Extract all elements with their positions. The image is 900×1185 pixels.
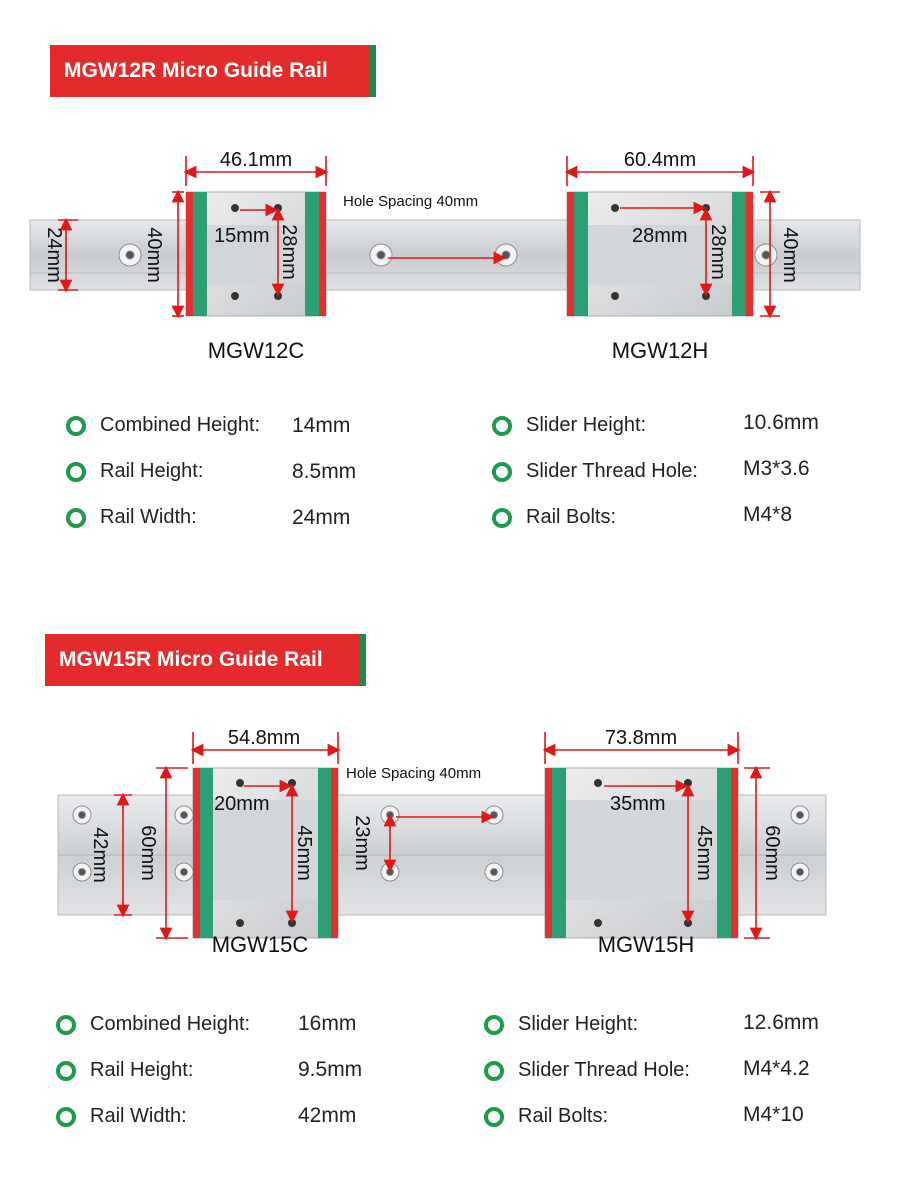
model-mgw15c: MGW15C	[211, 932, 309, 957]
section-2-title-banner: MGW15R Micro Guide Rail	[45, 634, 360, 686]
spec-slider-thread-hole-value: M3*3.6	[743, 457, 810, 480]
model-mgw12h: MGW12H	[611, 338, 709, 363]
spec-rail-bolts-value: M4*10	[743, 1103, 804, 1126]
spec-slider-height: Slider Height:	[492, 414, 646, 437]
spec-rail-height: Rail Height:	[66, 460, 203, 483]
bullet-icon	[66, 508, 86, 528]
spec-slider-height-value: 12.6mm	[743, 1011, 819, 1034]
rail-hole	[791, 806, 809, 824]
dim-h-hole-x: 35mm	[610, 793, 666, 815]
model-mgw12c: MGW12C	[207, 338, 305, 363]
dim-c-hole-x: 20mm	[214, 793, 270, 815]
rail-hole	[370, 244, 392, 266]
bullet-icon	[56, 1061, 76, 1081]
mgw12-diagram	[0, 130, 900, 510]
rail-hole	[485, 863, 503, 881]
dim-c-hole-y: 45mm	[293, 825, 315, 881]
rail-hole	[495, 244, 517, 266]
dim-c-block-height: 40mm	[143, 227, 165, 283]
spec-combined-height-value: 16mm	[298, 1012, 357, 1035]
bullet-icon	[492, 462, 512, 482]
spec-slider-thread-hole-value: M4*4.2	[743, 1057, 810, 1080]
spec-rail-bolts: Rail Bolts:	[492, 506, 616, 529]
hole-spacing-label: Hole Spacing 40mm	[343, 193, 479, 210]
dim-rail-height: 42mm	[89, 827, 111, 883]
dim-h-hole-y: 45mm	[693, 825, 715, 881]
bullet-icon	[492, 508, 512, 528]
spec-rail-width-value: 42mm	[298, 1104, 357, 1127]
spec-combined-height: Combined Height:	[66, 414, 260, 437]
rail-hole	[755, 244, 777, 266]
spec-slider-thread-hole: Slider Thread Hole:	[492, 460, 698, 483]
bullet-icon	[66, 462, 86, 482]
spec-rail-height: Rail Height:	[56, 1059, 193, 1082]
spec-slider-height: Slider Height:	[484, 1013, 638, 1036]
rail-hole	[791, 863, 809, 881]
spec-rail-height-value: 8.5mm	[292, 460, 357, 483]
rail-hole	[73, 806, 91, 824]
bullet-icon	[484, 1015, 504, 1035]
spec-rail-width: Rail Width:	[56, 1105, 187, 1128]
dim-c-width: 54.8mm	[227, 727, 301, 749]
dim-rail-height: 24mm	[43, 227, 65, 283]
spec-rail-bolts-value: M4*8	[743, 503, 793, 526]
spec-rail-bolts: Rail Bolts:	[484, 1105, 608, 1128]
spec-combined-height-value: 14mm	[292, 414, 351, 437]
dim-h-width: 73.8mm	[604, 727, 678, 749]
dim-h-width: 60.4mm	[623, 149, 697, 171]
bullet-icon	[66, 416, 86, 436]
bullet-icon	[484, 1107, 504, 1127]
mgw15-diagram	[0, 720, 900, 1010]
rail-hole	[485, 806, 503, 824]
model-mgw15h: MGW15H	[597, 932, 695, 957]
spec-rail-height-value: 9.5mm	[298, 1058, 363, 1081]
bullet-icon	[484, 1061, 504, 1081]
rail-hole	[73, 863, 91, 881]
bullet-icon	[492, 416, 512, 436]
rail-hole	[175, 863, 193, 881]
rail-hole	[175, 806, 193, 824]
dim-c-hole-x: 15mm	[214, 225, 270, 247]
dim-h-hole-x: 28mm	[632, 225, 688, 247]
dim-c-width: 46.1mm	[219, 149, 293, 171]
spec-rail-width-value: 24mm	[292, 506, 351, 529]
dim-rail-hole-y: 23mm	[351, 815, 373, 871]
rail-hole	[119, 244, 141, 266]
bullet-icon	[56, 1107, 76, 1127]
bullet-icon	[56, 1015, 76, 1035]
spec-combined-height: Combined Height:	[56, 1013, 250, 1036]
spec-slider-thread-hole: Slider Thread Hole:	[484, 1059, 690, 1082]
dim-h-block-height: 40mm	[779, 227, 801, 283]
spec-slider-height-value: 10.6mm	[743, 411, 819, 434]
section-1-title-banner: MGW12R Micro Guide Rail	[50, 45, 370, 97]
hole-spacing-label: Hole Spacing 40mm	[346, 765, 482, 782]
dim-h-block-height: 60mm	[761, 825, 783, 881]
spec-rail-width: Rail Width:	[66, 506, 197, 529]
dim-h-hole-y: 28mm	[707, 224, 729, 280]
dim-c-block-height: 60mm	[137, 825, 159, 881]
dim-c-hole-y: 28mm	[278, 224, 300, 280]
